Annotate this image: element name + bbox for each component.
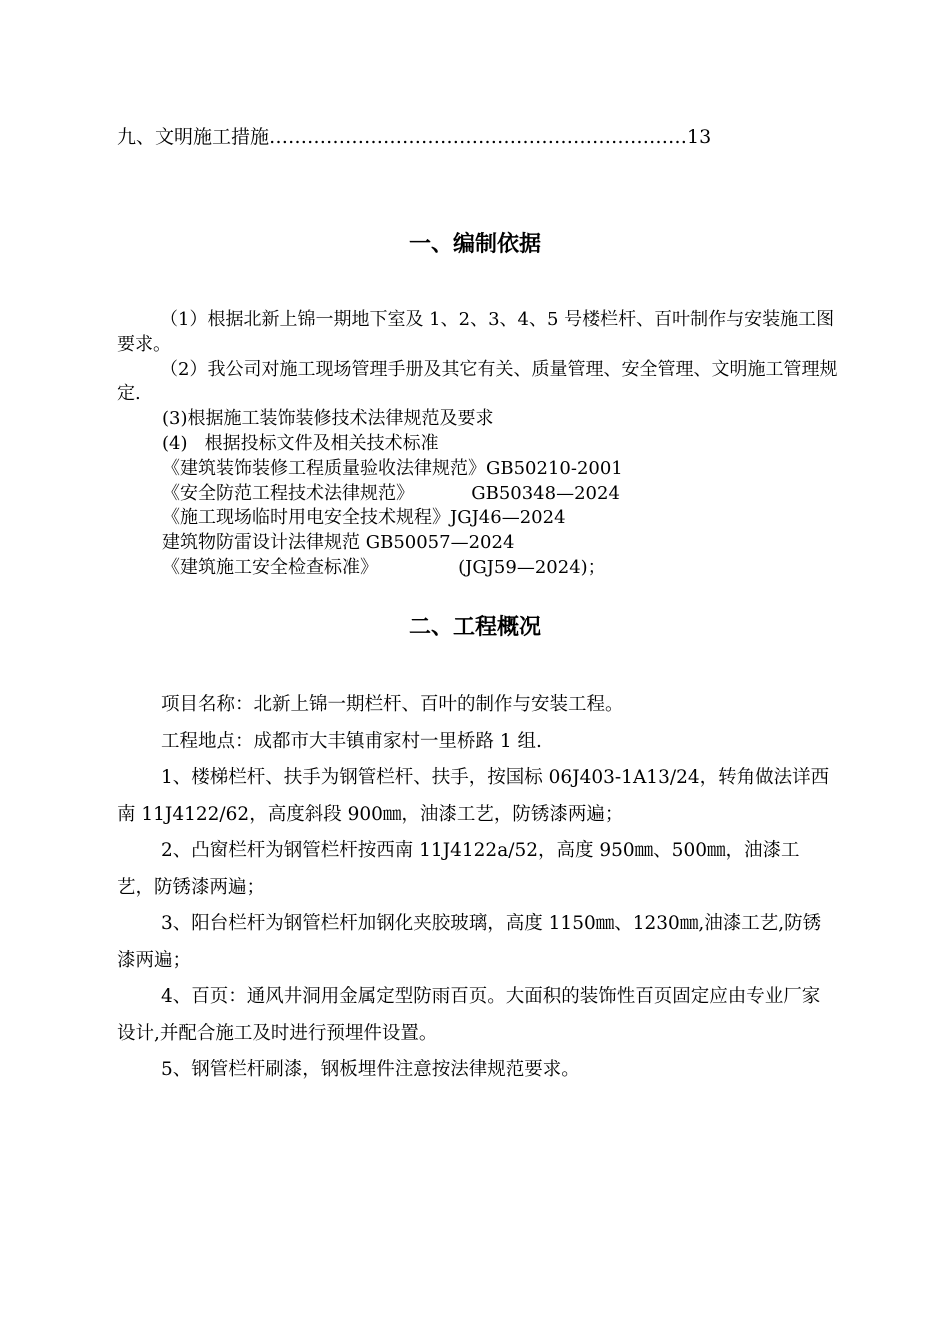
overview-paragraph: 工程地点：成都市大丰镇甫家村一里桥路 1 组. <box>161 730 542 752</box>
basis-item: (4) 根据投标文件及相关技术标准 <box>162 432 439 454</box>
basis-item: （2）我公司对施工现场管理手册及其它有关、质量管理、安全管理、文明施工管理规定. <box>117 358 838 405</box>
section-heading-overview: 二、工程概况 <box>408 615 541 640</box>
overview-body <box>117 687 835 1089</box>
overview-paragraph: 4、百页：通风井洞用金属定型防雨百页。大面积的装饰性百页固定应由专业厂家设计,并配合施工及时进行预埋件设置。 <box>117 986 821 1044</box>
basis-item: (3)根据施工装饰装修技术法律规范及要求 <box>162 408 494 430</box>
toc-entry[interactable] <box>117 124 837 150</box>
standard-reference: 建筑物防雷设计法律规范 GB50057—2024 <box>162 532 515 554</box>
basis-item: （1）根据北新上锦一期地下室及 1、2、3、4、5 号楼栏杆、百叶制作与安装施工图要求。 <box>117 309 835 355</box>
overview-paragraph: 3、阳台栏杆为钢管栏杆加钢化夹胶玻璃，高度 1150㎜、1230㎜,油漆工艺,防锈漆两遍； <box>117 913 822 971</box>
toc-entry-label: 九、文明施工措施 <box>117 126 270 148</box>
basis-list <box>117 308 847 581</box>
standard-reference: 《建筑装饰装修工程质量验收法律规范》GB50210-2001 <box>162 457 623 479</box>
standard-reference: 《安全防范工程技术法律规范》 GB50348—2024 <box>162 482 620 504</box>
overview-paragraph: 2、凸窗栏杆为钢管栏杆按西南 11J4122a/52，高度 950㎜、500㎜，油漆工艺，防锈漆两遍； <box>117 840 800 898</box>
toc-leader-dots: ………………………………………………………… <box>269 126 688 148</box>
overview-paragraph: 1、楼梯栏杆、扶手为钢管栏杆、扶手，按国标 06J403-1A13/24，转角做法详西南 11J4122/62，高度斜段 900㎜，油漆工艺，防锈漆两遍； <box>117 767 830 825</box>
section-heading-basis: 一、编制依据 <box>408 232 541 257</box>
overview-paragraph: 项目名称：北新上锦一期栏杆、百叶的制作与安装工程。 <box>161 694 624 715</box>
overview-paragraph: 5、钢管栏杆刷漆，钢板埋件注意按法律规范要求。 <box>161 1059 580 1080</box>
standard-reference: 《建筑施工安全检查标准》 (JGJ59—2024)； <box>162 556 606 578</box>
toc-page-number: 13 <box>687 126 712 148</box>
standard-reference: 《施工现场临时用电安全技术规程》JGJ46—2024 <box>162 507 566 529</box>
